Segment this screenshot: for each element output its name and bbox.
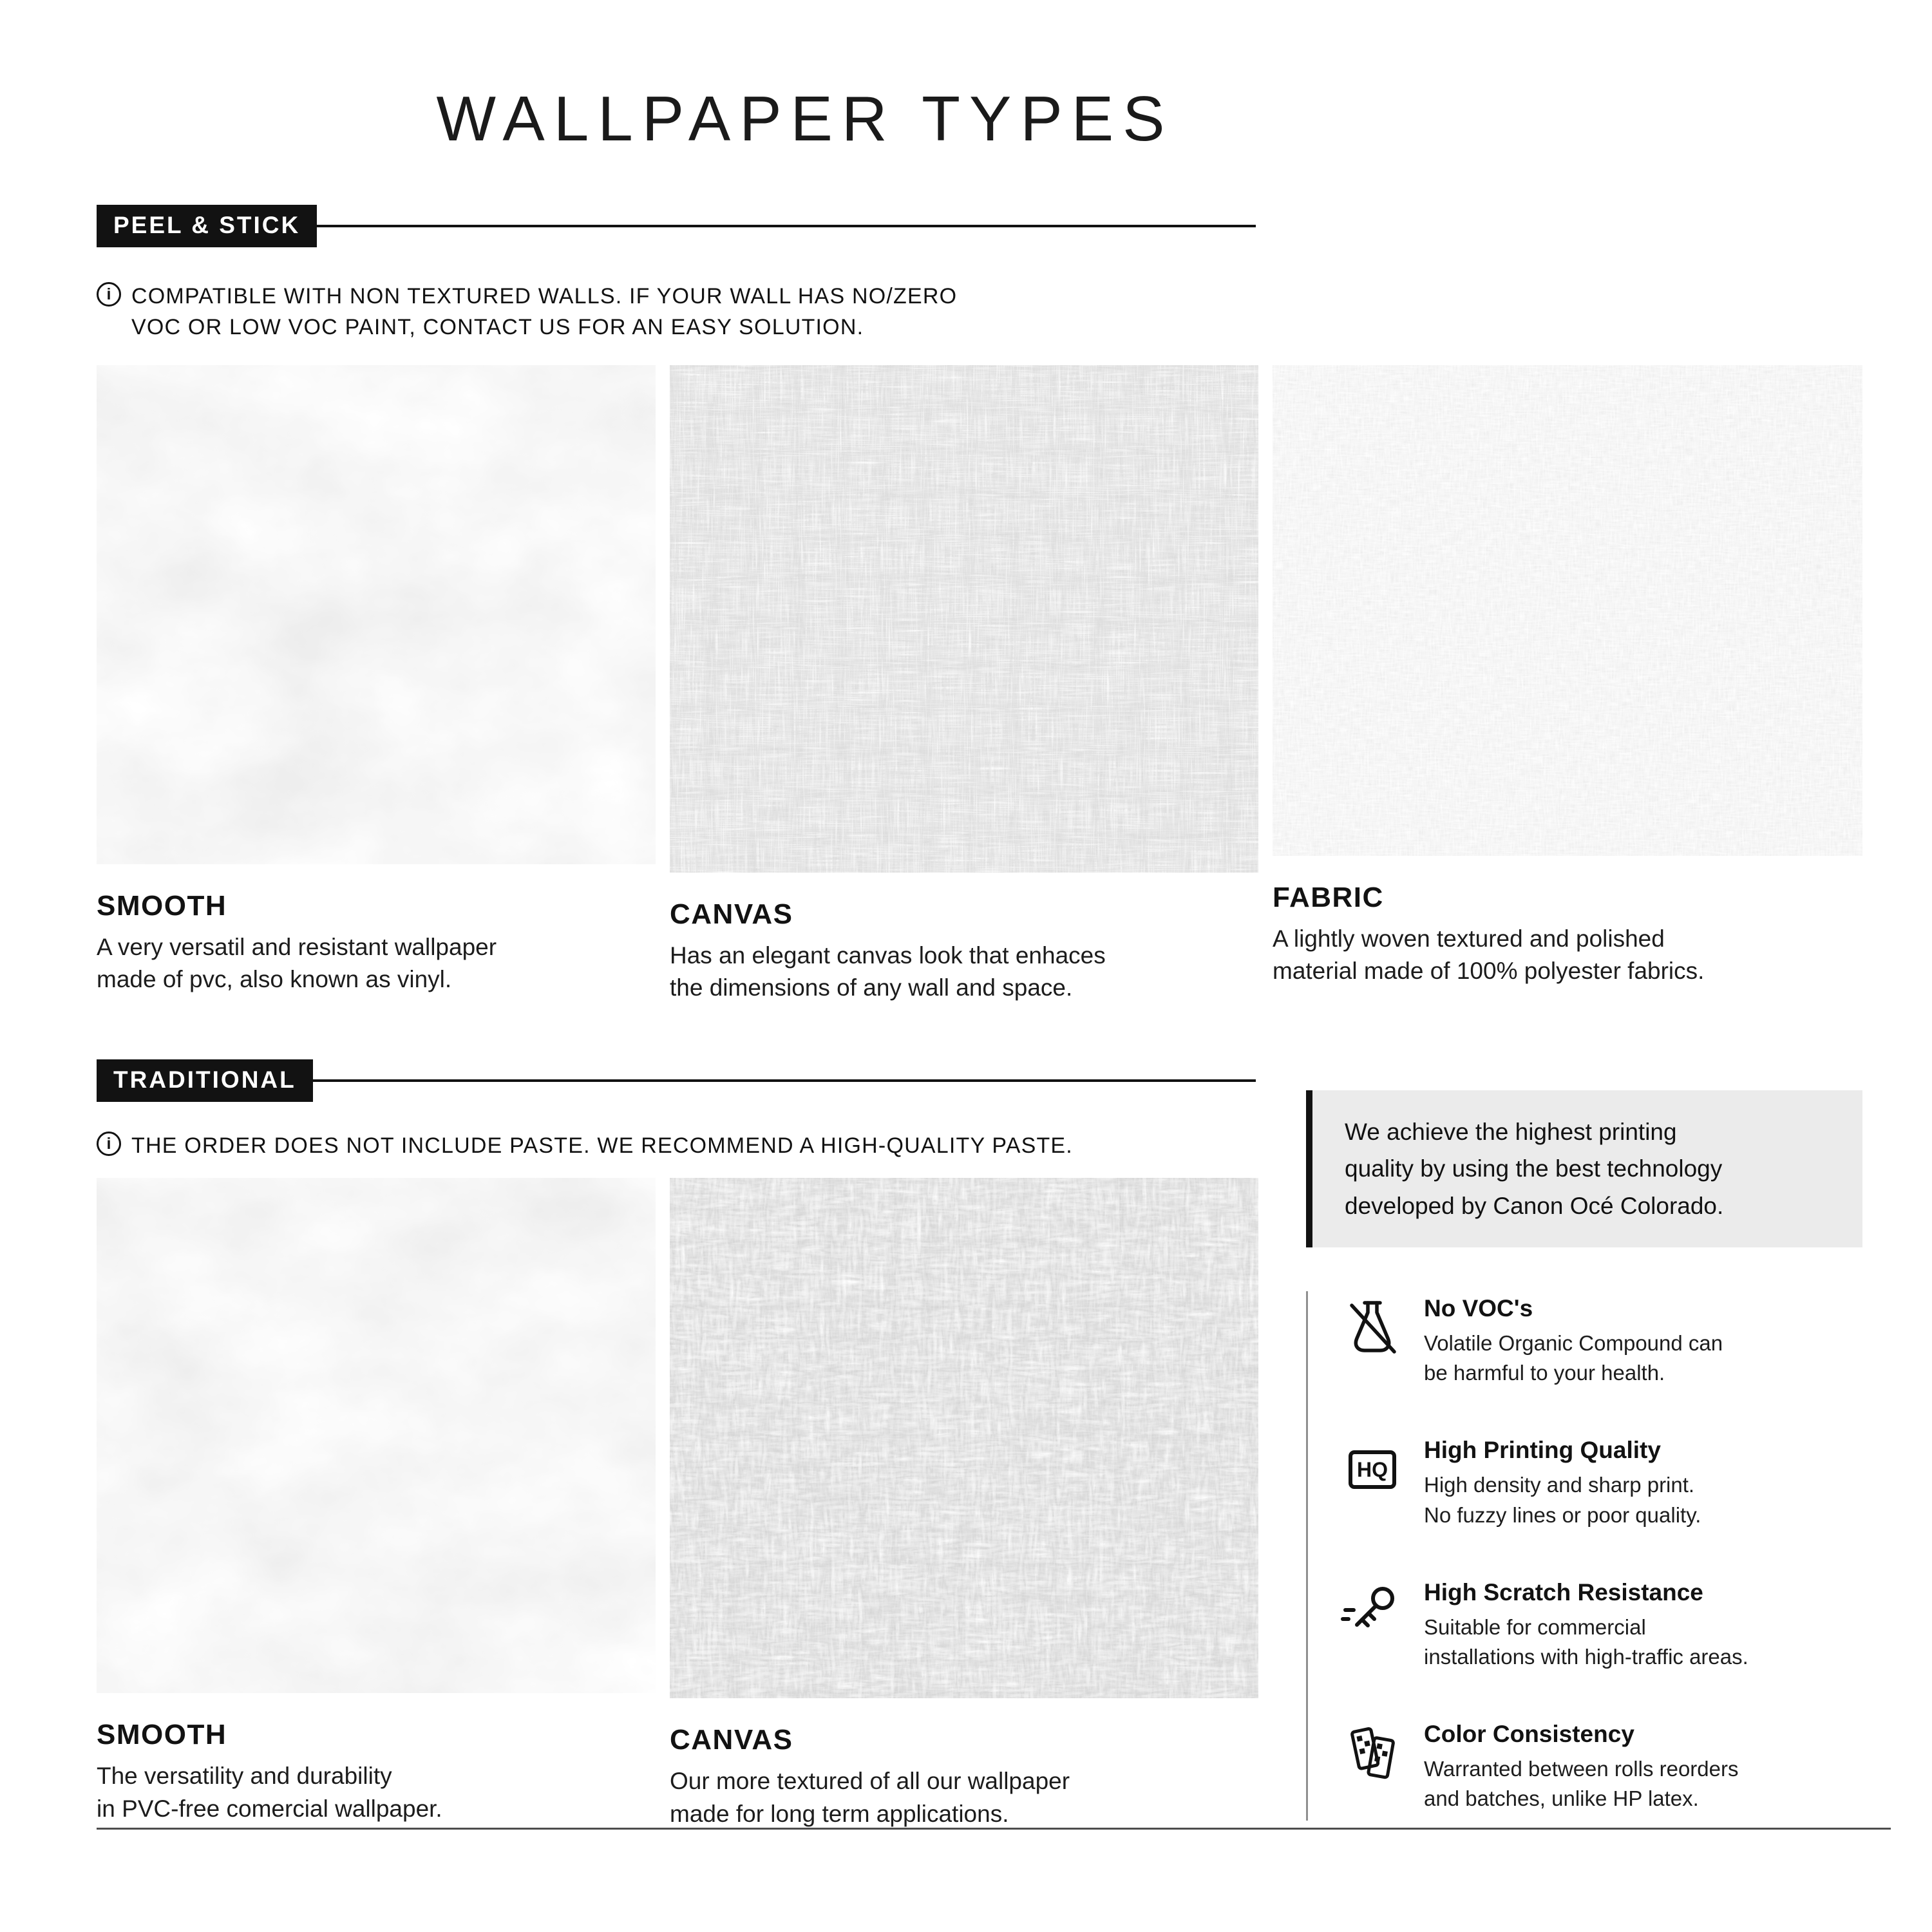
swatch-card-canvas-traditional <box>670 1178 1258 1830</box>
feature-scratch-resistance <box>1340 1579 1862 1672</box>
feature-description: Volatile Organic Compound can be harmful to your health. <box>1424 1331 1723 1385</box>
swatch-description <box>670 1765 1258 1830</box>
feature-text <box>1424 1295 1723 1388</box>
swatch-caption <box>97 864 656 996</box>
swatch-description-line: in PVC-free comercial wallpaper. <box>97 1795 442 1822</box>
swatch-caption <box>97 1693 656 1825</box>
feature-description: Suitable for commercial installations with high-traffic areas. <box>1424 1615 1748 1669</box>
note-line: COMPATIBLE WITH NON TEXTURED WALLS. IF YOUR WALL HAS NO/ZERO <box>131 284 958 308</box>
note-line: VOC OR LOW VOC PAINT, CONTACT US FOR AN EASY SOLUTION. <box>131 315 864 340</box>
section-peel-and-stick <box>97 205 1862 1004</box>
swatch-description <box>97 1760 656 1825</box>
swatch-card-fabric <box>1273 365 1862 1005</box>
feature-description: Warranted between rolls reorders and batches, unlike HP latex. <box>1424 1757 1739 1811</box>
feature-description: High density and sharp print. No fuzzy lines or poor quality. <box>1424 1473 1701 1527</box>
paste-note <box>97 1129 1260 1161</box>
svg-text:HQ: HQ <box>1357 1458 1388 1482</box>
printing-quality-callout <box>1306 1090 1862 1247</box>
quality-line: quality by using the best technology <box>1345 1155 1723 1182</box>
swatch-title: SMOOTH <box>97 1719 227 1751</box>
section-rule <box>313 1079 1256 1082</box>
hq-icon <box>1340 1437 1405 1501</box>
texture-image-canvas-traditional <box>670 1178 1258 1698</box>
swatch-title: CANVAS <box>670 1724 793 1756</box>
note-text <box>131 279 957 343</box>
section-rule <box>317 225 1256 227</box>
no-voc-icon <box>1340 1295 1405 1359</box>
swatch-description-line: material made of 100% polyester fabrics. <box>1273 957 1705 984</box>
feature-title: No VOC's <box>1424 1295 1533 1322</box>
feature-text <box>1424 1721 1739 1814</box>
color-consistency-icon <box>1340 1721 1405 1785</box>
swatch-description-line: made for long term applications. <box>670 1800 1009 1827</box>
swatch-description-line: A very versatil and resistant wallpaper <box>97 933 497 960</box>
texture-image-fabric <box>1273 365 1862 856</box>
swatch-description-line: A lightly woven textured and polished <box>1273 925 1665 952</box>
feature-title: Color Consistency <box>1424 1721 1634 1748</box>
swatch-title: FABRIC <box>1273 881 1384 913</box>
feature-list <box>1306 1291 1862 1821</box>
scratch-resistance-icon <box>1340 1579 1405 1643</box>
swatch-title: SMOOTH <box>97 889 227 922</box>
section-label-traditional: TRADITIONAL <box>97 1059 313 1102</box>
texture-image-smooth <box>97 365 656 864</box>
quality-line: We achieve the highest printing <box>1345 1119 1677 1145</box>
section-traditional <box>97 1059 1260 1830</box>
feature-title: High Scratch Resistance <box>1424 1578 1703 1605</box>
feature-color-consistency <box>1340 1721 1862 1814</box>
feature-text <box>1424 1579 1748 1672</box>
swatch-description-line: the dimensions of any wall and space. <box>670 974 1073 1001</box>
quality-info-column <box>1306 1090 1862 1821</box>
swatch-card-smooth-traditional <box>97 1178 656 1830</box>
quality-line: developed by Canon Océ Colorado. <box>1345 1192 1724 1219</box>
swatch-description <box>97 931 656 996</box>
swatch-description-line: Has an elegant canvas look that enhaces <box>670 942 1106 969</box>
note-line: THE ORDER DOES NOT INCLUDE PASTE. WE RECOMMEND A HIGH-QUALITY PASTE. <box>131 1133 1073 1158</box>
compatibility-note <box>97 279 1862 343</box>
swatch-description-line: Our more textured of all our wallpaper <box>670 1768 1070 1795</box>
info-icon: i <box>97 1132 121 1156</box>
swatch-row-peel-and-stick <box>97 365 1862 1005</box>
swatch-description <box>1273 923 1862 988</box>
swatch-row-traditional <box>97 1178 1260 1830</box>
swatch-description-line: made of pvc, also known as vinyl. <box>97 965 452 992</box>
swatch-description <box>670 940 1258 1005</box>
swatch-card-smooth <box>97 365 656 1005</box>
note-text <box>131 1129 1073 1161</box>
feature-text <box>1424 1437 1701 1530</box>
feature-no-vocs <box>1340 1295 1862 1388</box>
swatch-caption <box>670 1698 1258 1830</box>
texture-image-canvas <box>670 365 1258 873</box>
texture-image-smooth-traditional <box>97 1178 656 1693</box>
feature-title: High Printing Quality <box>1424 1437 1661 1464</box>
swatch-card-canvas <box>670 365 1258 1005</box>
swatch-caption <box>1273 856 1862 988</box>
bottom-divider <box>97 1828 1891 1830</box>
section-label-peel-and-stick: PEEL & STICK <box>97 205 317 247</box>
swatch-description-line: The versatility and durability <box>97 1763 392 1790</box>
swatch-caption <box>670 873 1258 1005</box>
feature-high-printing-quality <box>1340 1437 1862 1530</box>
swatch-title: CANVAS <box>670 898 793 930</box>
section-header-traditional <box>97 1059 1256 1102</box>
section-header-peel-and-stick <box>97 205 1256 247</box>
page-title: WALLPAPER TYPES <box>436 83 1174 154</box>
info-icon: i <box>97 282 121 307</box>
